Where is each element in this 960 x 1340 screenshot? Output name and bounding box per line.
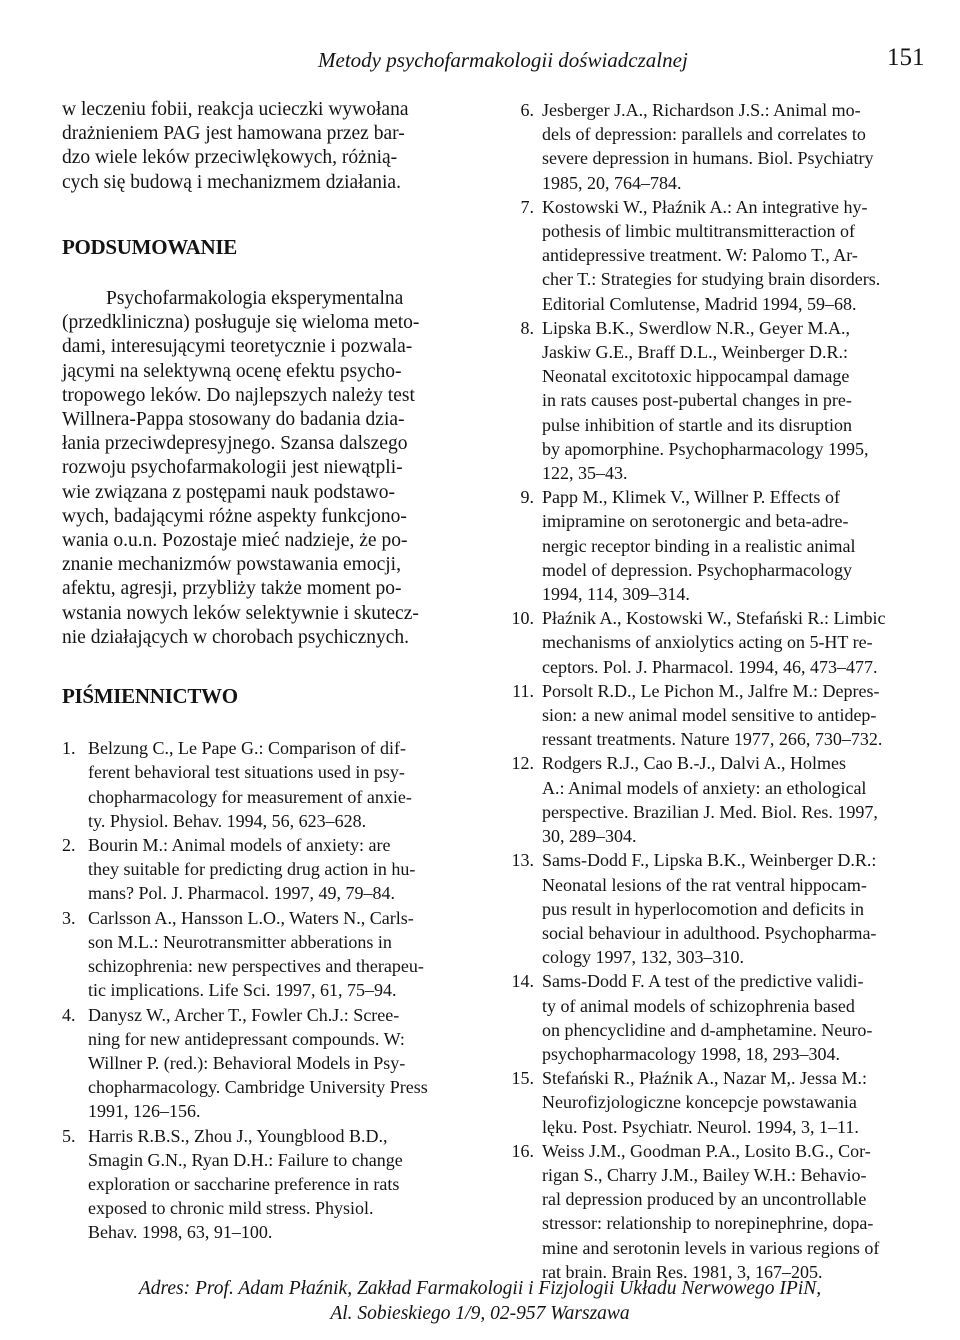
reference-line: mans? Pol. J. Pharmacol. 1997, 49, 79–84. <box>88 883 395 904</box>
reference-text <box>542 679 926 752</box>
reference-line: Rodgers R.J., Cao B.-J., Dalvi A., Holmes <box>542 753 846 774</box>
reference-number: 13. <box>511 850 534 871</box>
reference-item <box>62 736 484 833</box>
reference-number: 4. <box>62 1004 76 1025</box>
page-number: 151 <box>887 44 925 71</box>
reference-line: Kostowski W., Płaźnik A.: An integrative hy- <box>542 196 868 217</box>
reference-line: Belzung C., Le Pape G.: Comparison of dif- <box>88 738 406 759</box>
reference-number: 8. <box>520 317 534 338</box>
text-line: rozwoju psychofarmakologii jest niewątpli- <box>62 457 403 479</box>
reference-text <box>542 316 926 485</box>
text-line: jącymi na selektywną ocenę efektu psycho- <box>62 360 402 382</box>
left-column <box>62 98 484 1245</box>
reference-line: in rats causes post-pubertal changes in pre- <box>542 390 852 411</box>
reference-line: Stefański R., Płaźnik A., Nazar M,. Jessa M.: <box>542 1068 867 1089</box>
reference-line: 1994, 114, 309–314. <box>542 584 690 605</box>
reference-number: 12. <box>511 753 534 774</box>
reference-number: 16. <box>511 1140 534 1161</box>
reference-line: tic implications. Life Sci. 1997, 61, 75–94. <box>88 980 397 1001</box>
reference-line: ferent behavioral test situations used in psy- <box>88 762 405 783</box>
reference-number: 11. <box>512 680 534 701</box>
reference-item <box>514 316 926 485</box>
reference-item <box>514 679 926 752</box>
reference-line: Smagin G.N., Ryan D.H.: Failure to change <box>88 1149 403 1170</box>
reference-text <box>542 606 926 679</box>
reference-line: exposed to chronic mild stress. Physiol. <box>88 1198 374 1219</box>
reference-list-left <box>62 736 484 1244</box>
running-title: Metody psychofarmakologii doświadczalnej <box>318 48 688 72</box>
reference-line: perspective. Brazilian J. Med. Biol. Res. 1997, <box>542 801 878 822</box>
reference-line: by apomorphine. Psychopharmacology 1995, <box>542 438 869 459</box>
reference-item <box>511 969 926 1066</box>
text-line: Willnera-Pappa stosowany do badania dzia- <box>62 409 405 431</box>
reference-text <box>88 1003 484 1124</box>
reference-line: son M.L.: Neurotransmitter abberations in <box>88 931 392 952</box>
reference-line: social behaviour in adulthood. Psychopharma- <box>542 922 877 943</box>
reference-line: pothesis of limbic multitransmitteraction of <box>542 221 855 242</box>
reference-line: schizophrenia: new perspectives and therapeu- <box>88 956 424 977</box>
reference-text <box>542 1066 926 1139</box>
reference-line: Jesberger J.A., Richardson J.S.: Animal mo- <box>542 100 861 120</box>
reference-line: ty of animal models of schizophrenia based <box>542 995 855 1016</box>
reference-list-right <box>511 98 926 1284</box>
reference-line: severe depression in humans. Biol. Psychiatry <box>542 148 874 169</box>
reference-line: psychopharmacology 1998, 18, 293–304. <box>542 1043 840 1064</box>
reference-line: pus result in hyperlocomotion and deficits in <box>542 898 864 919</box>
summary-paragraph <box>62 287 484 650</box>
reference-number: 14. <box>511 971 534 992</box>
text-line: Psychofarmakologia eksperymentalna <box>106 288 404 310</box>
text-line: nie działających w chorobach psychicznych. <box>62 626 410 648</box>
reference-line: pulse inhibition of startle and its disruption <box>542 414 852 435</box>
text-line: wania o.u.n. Pozostaje mieć nadzieje, że po- <box>62 530 408 552</box>
reference-line: Jaskiw G.E., Braff D.L., Weinberger D.R.: <box>542 342 848 363</box>
text-line: wie związana z postępami nauk podstawo- <box>62 481 396 503</box>
reference-line: sion: a new animal model sensitive to antidep- <box>542 705 877 726</box>
reference-number: 15. <box>511 1068 534 1089</box>
reference-line: Editorial Comlutense, Madrid 1994, 59–68. <box>542 293 857 314</box>
text-line: drażnieniem PAG jest hamowana przez bar- <box>62 123 405 145</box>
reference-line: Porsolt R.D., Le Pichon M., Jalfre M.: Depres- <box>542 680 880 701</box>
reference-line: ty. Physiol. Behav. 1994, 56, 623–628. <box>88 810 367 831</box>
reference-item <box>62 1003 484 1124</box>
address-line-1: Adres: Prof. Adam Płaźnik, Zakład Farmakologii i Fizjologii Układu Nerwowego IPiN, <box>138 1278 822 1299</box>
reference-line: they suitable for predicting drug action in hu- <box>88 859 416 880</box>
reference-line: Harris R.B.S., Zhou J., Youngblood B.D., <box>88 1125 388 1146</box>
reference-item <box>511 1066 926 1139</box>
text-line: dami, interesującymi teoretycznie i pozwala- <box>62 336 413 358</box>
reference-line: model of depression. Psychopharmacology <box>542 559 852 580</box>
right-column <box>511 98 926 1284</box>
reference-line: Neurofizjologiczne koncepcje powstawania <box>542 1092 857 1113</box>
reference-line: Sams-Dodd F. A test of the predictive validi- <box>542 971 864 992</box>
reference-line: Willner P. (red.): Behavioral Models in Psy- <box>88 1052 406 1073</box>
reference-line: ceptors. Pol. J. Pharmacol. 1994, 46, 473–477. <box>542 656 878 677</box>
reference-number: 2. <box>62 835 76 856</box>
reference-line: on phencyclidine and d-amphetamine. Neuro- <box>542 1019 873 1040</box>
reference-item <box>62 833 484 906</box>
reference-line: nergic receptor binding in a realistic animal <box>542 535 856 556</box>
reference-text <box>542 751 926 848</box>
reference-number: 6. <box>520 100 534 120</box>
reference-number: 5. <box>62 1125 76 1146</box>
reference-line: stressor: relationship to norepinephrine, dopa- <box>542 1213 874 1234</box>
reference-line: chopharmacology. Cambridge University Press <box>88 1077 428 1098</box>
reference-text <box>88 1124 484 1245</box>
text-line: tropowego leków. Do najlepszych należy test <box>62 384 415 406</box>
reference-number: 1. <box>62 738 76 759</box>
reference-line: 1985, 20, 764–784. <box>542 172 682 193</box>
references-heading: PIŚMIENNICTWO <box>62 684 238 709</box>
intro-paragraph <box>62 98 484 195</box>
reference-line: mine and serotonin levels in various regions of <box>542 1237 880 1258</box>
reference-item <box>62 1124 484 1245</box>
reference-line: Neonatal lesions of the rat ventral hippocam- <box>542 874 867 895</box>
text-line: wych, badającymi różne aspekty funkcjono- <box>62 505 407 527</box>
reference-line: Behav. 1998, 63, 91–100. <box>88 1222 273 1243</box>
reference-line: ral depression produced by an uncontrollable <box>542 1189 867 1210</box>
reference-text <box>88 906 484 1003</box>
reference-line: exploration or saccharine preference in rats <box>88 1173 400 1194</box>
reference-line: chopharmacology for measurement of anxie- <box>88 786 412 807</box>
text-line: znanie mechanizmów powstawania emocji, <box>62 554 401 576</box>
reference-line: rigan S., Charry J.M., Bailey W.H.: Behavio- <box>542 1164 867 1185</box>
text-line: w leczeniu fobii, reakcja ucieczki wywołana <box>62 99 409 120</box>
reference-line: Sams-Dodd F., Lipska B.K., Weinberger D.R.: <box>542 850 877 871</box>
reference-item <box>511 751 926 848</box>
reference-item <box>511 1139 926 1284</box>
reference-line: lęku. Post. Psychiatr. Neurol. 1994, 3, 1–11. <box>542 1116 859 1137</box>
reference-number: 9. <box>520 487 534 508</box>
reference-text <box>542 969 926 1066</box>
text-line: wstania nowych leków selektywnie i skutecz- <box>62 602 419 624</box>
reference-line: Weiss J.M., Goodman P.A., Losito B.G., Cor- <box>542 1140 871 1161</box>
text-line: cych się budową i mechanizmem działania. <box>62 171 401 193</box>
reference-line: mechanisms of anxiolytics acting on 5-HT re- <box>542 632 873 653</box>
text-line: łania przeciwdepresyjnego. Szansa dalszego <box>62 433 408 455</box>
reference-number: 10. <box>511 608 534 629</box>
reference-line: Carlsson A., Hansson L.O., Waters N., Carls- <box>88 907 414 928</box>
reference-number: 3. <box>62 907 76 928</box>
reference-line: rat brain. Brain Res. 1981, 3, 167–205. <box>542 1261 823 1282</box>
text-line: (przedkliniczna) posługuje się wieloma meto- <box>62 312 420 334</box>
reference-line: dels of depression: parallels and correlates to <box>542 124 866 145</box>
reference-line: 30, 289–304. <box>542 826 637 847</box>
reference-text <box>542 848 926 969</box>
address-line-2: Al. Sobieskiego 1/9, 02-957 Warszawa <box>330 1303 630 1324</box>
reference-line: Lipska B.K., Swerdlow N.R., Geyer M.A., <box>542 317 850 338</box>
reference-text <box>88 833 484 906</box>
reference-text <box>542 98 926 195</box>
text-line: dzo wiele leków przeciwlękowych, różnią- <box>62 147 398 169</box>
reference-text <box>542 1139 926 1284</box>
reference-text <box>542 485 926 606</box>
reference-line: A.: Animal models of anxiety: an ethological <box>542 777 867 798</box>
reference-item <box>511 848 926 969</box>
reference-item <box>514 485 926 606</box>
reference-line: ressant treatments. Nature 1977, 266, 730–732. <box>542 729 883 750</box>
text-line: afektu, agresji, przybliży także moment po- <box>62 578 402 600</box>
reference-text <box>88 736 484 833</box>
reference-line: cology 1997, 132, 303–310. <box>542 947 744 968</box>
reference-item <box>62 906 484 1003</box>
reference-item <box>514 195 926 316</box>
reference-text <box>542 195 926 316</box>
reference-item <box>511 606 926 679</box>
reference-line: Neonatal excitotoxic hippocampal damage <box>542 366 850 387</box>
reference-line: imipramine on serotonergic and beta-adre- <box>542 511 849 532</box>
reference-number: 7. <box>520 196 534 217</box>
reference-line: Płaźnik A., Kostowski W., Stefański R.: Limbic <box>542 608 886 629</box>
reference-item <box>514 98 926 195</box>
reference-line: ning for new antidepressant compounds. W: <box>88 1028 405 1049</box>
reference-line: Danysz W., Archer T., Fowler Ch.J.: Scree- <box>88 1004 400 1025</box>
reference-line: 122, 35–43. <box>542 463 628 484</box>
reference-line: cher T.: Strategies for studying brain disorders. <box>542 269 881 290</box>
author-address <box>0 1276 960 1326</box>
summary-heading: PODSUMOWANIE <box>62 234 237 259</box>
reference-line: Papp M., Klimek V., Willner P. Effects of <box>542 487 840 508</box>
reference-line: antidepressive treatment. W: Palomo T., Ar- <box>542 245 858 266</box>
reference-line: Bourin M.: Animal models of anxiety: are <box>88 835 391 856</box>
page-header <box>0 44 960 78</box>
reference-line: 1991, 126–156. <box>88 1101 201 1122</box>
